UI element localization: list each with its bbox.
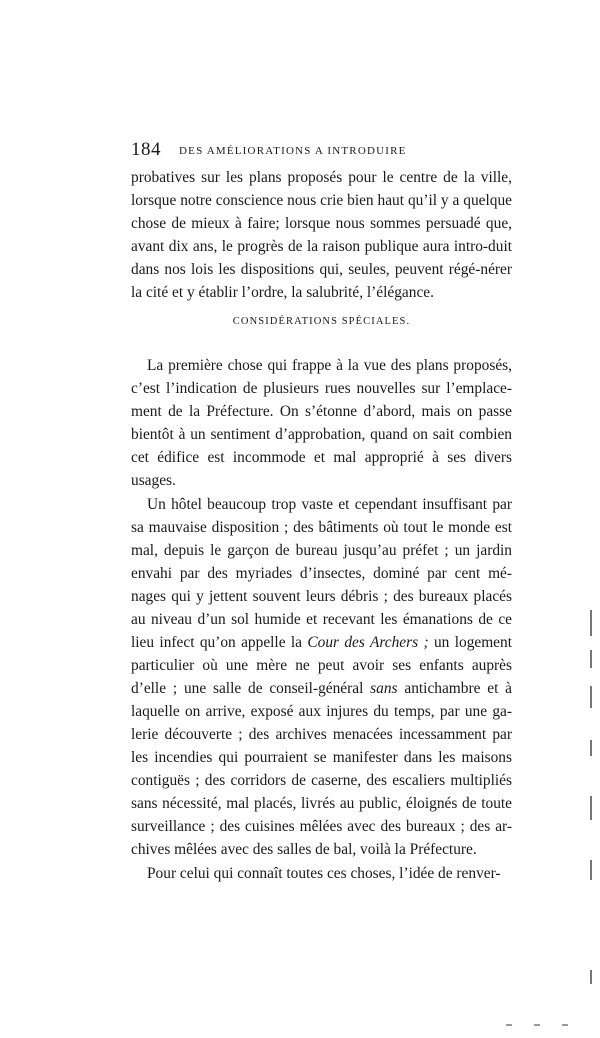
scan-edge-mark (590, 796, 592, 820)
paragraph-3-part-3: antichambre et à laquelle on arrive, exposé aux injures du temps, par une ga-lerie découverte ; des archives menacées incessamment par les incendies qui pourraient se manifester dans les maisons contiguës ; des corridors de caserne, des escaliers multipliés sans nécessité, mal placés, livrés au public, éloignés de toute surveillance ; des cuisines mêlées avec des bureaux ; des ar-chives mêlées avec des salles de bal, voilà la Préfecture. (131, 680, 512, 858)
scan-artifact-dot (534, 1024, 540, 1026)
paragraph-1: probatives sur les plans proposés pour le centre de la ville, lorsque notre conscience nous crie bien haut qu’il y a quelque chose de mieux à faire; lorsque nous sommes persuadé que, avant dix ans, le progrès de la raison publique aura intro-duit dans nos lois les dispositions qui, seules, peuvent régé-nérer la cité et y établir l’ordre, la salubrité, l’élégance. (131, 169, 512, 301)
running-title: DES AMÉLIORATIONS A INTRODUIRE (179, 145, 407, 157)
paragraph-3-part-2: un logement particulier où une mère ne peut avoir ses enfants auprès d’elle ; une salle de conseil-général (131, 634, 512, 697)
paragraph-4: Pour celui qui connaît toutes ces choses, l’idée de renver- (147, 865, 501, 882)
scan-edge-mark (590, 860, 592, 880)
scan-artifact-dot (506, 1024, 512, 1026)
scan-edge-mark (590, 650, 592, 668)
scan-artifact-dot (562, 1024, 568, 1026)
running-head (131, 140, 521, 164)
paragraph-2: La première chose qui frappe à la vue des plans proposés, c’est l’indication de plusieurs rues nouvelles sur l’emplace-ment de la Préfecture. On s’étonne d’abord, mais on passe bientôt à un sentiment d’approbation, quand on sait combien cet édifice est incommode et mal approprié à ses divers usages. (131, 357, 512, 489)
section-body (131, 354, 512, 885)
scan-edge-marks (590, 610, 594, 1010)
section-heading: CONSIDÉRATIONS SPÉCIALES. (232, 316, 411, 327)
paragraph-3 (131, 493, 512, 861)
paragraph-3-italic-cour-des-archers: Cour des Archers ; (307, 634, 429, 651)
scan-artifact-dots (506, 1024, 586, 1030)
opening-paragraph-block (131, 166, 512, 304)
page-number: 184 (131, 139, 161, 160)
scan-edge-mark (590, 740, 592, 756)
scan-edge-mark (590, 686, 592, 708)
paragraph-3-italic-sans: sans (370, 680, 398, 697)
scan-edge-mark (590, 610, 592, 636)
scan-edge-mark (590, 970, 592, 984)
paragraph-3-part-1: Un hôtel beaucoup trop vaste et cependant insuffisant par sa mauvaise disposition ; des bâtiments où tout le monde est mal, depuis le garçon de bureau jusqu’au préfet ; un jardin envahi par des myriades d’insectes, dominé par cent mé-nages qui y jettent souvent leurs débris ; des bureaux placés au niveau d’un sol humide et recevant les émanations de ce lieu infect qu’on appelle la (131, 496, 512, 651)
